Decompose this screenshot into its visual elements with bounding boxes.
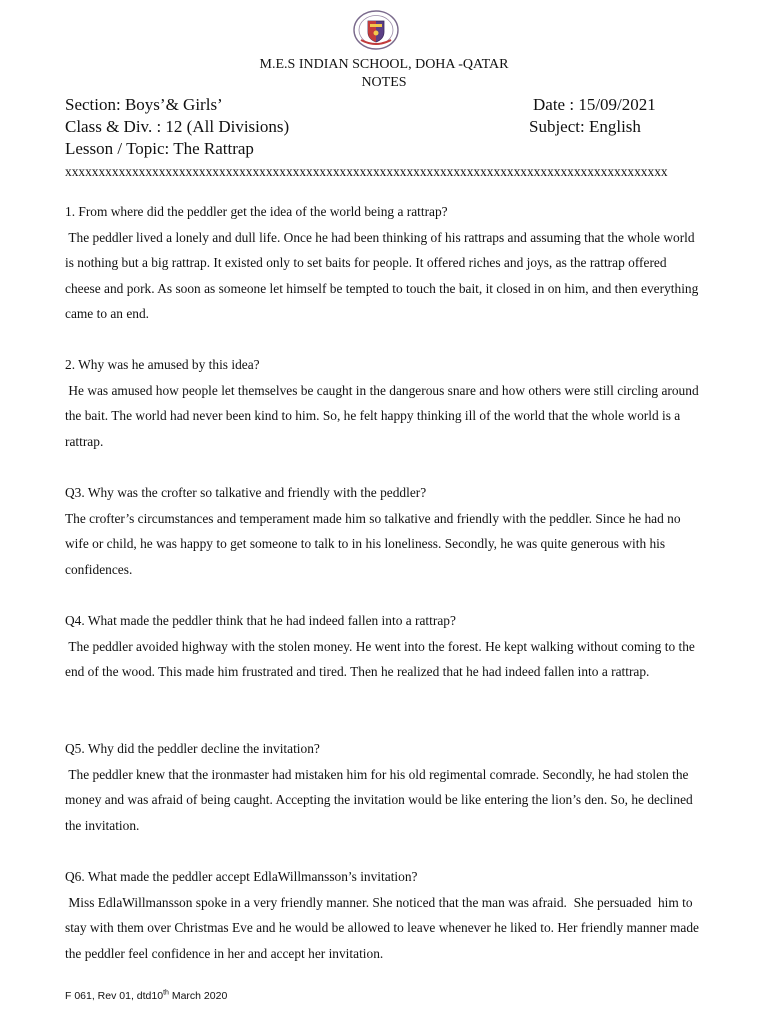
qa-block-6 bbox=[65, 864, 705, 966]
footer-suffix: March 2020 bbox=[168, 990, 228, 1002]
qa-block-1 bbox=[65, 199, 705, 327]
answer-text: The crofter’s circumstances and temperament made him so talkative and friendly with the peddler. Since he had no wife or child, he was happy to get someone to talk to in his loneliness. Secondly, he was quite generous with his confidences. bbox=[65, 510, 684, 577]
lesson-topic-label: Lesson / Topic: The Rattrap bbox=[65, 139, 254, 158]
school-name: M.E.S INDIAN SCHOOL, DOHA -QATAR bbox=[259, 57, 509, 72]
date-label: Date : 15/09/2021 bbox=[533, 95, 656, 114]
answer-text: Miss EdlaWillmansson spoke in a very friendly manner. She noticed that the man was afraid. She persuaded him to stay with them over Christmas Eve and he would be allowed to leave whenever he liked to. Her friendly manner made the peddler feel confidence in her and accept her invitation. bbox=[65, 894, 703, 961]
question-text: Q4. What made the peddler think that he had indeed fallen into a rattrap? bbox=[65, 613, 456, 628]
question-text: Q5. Why did the peddler decline the invitation? bbox=[65, 741, 320, 756]
answer-text: He was amused how people let themselves be caught in the dangerous snare and how others were still circling around the bait. The world had never been kind to him. So, he felt happy thinking ill of the world that the whole world is a rattrap. bbox=[65, 382, 703, 449]
document-type: NOTES bbox=[361, 75, 407, 90]
answer-text: The peddler lived a lonely and dull life. Once he had been thinking of his rattraps and assuming that the whole world is nothing but a big rattrap. It existed only to set baits for people. It offered riches and joys, as the rattrap offered cheese and pork. As soon as someone let himself be tempted to touch the bait, it closed in on him, and then everything came to an end. bbox=[65, 229, 702, 321]
form-reference-footer bbox=[65, 989, 227, 1003]
question-text: 2. Why was he amused by this idea? bbox=[65, 357, 260, 372]
section-label: Section: Boys’& Girls’ bbox=[65, 95, 223, 114]
question-text: Q3. Why was the crofter so talkative and friendly with the peddler? bbox=[65, 485, 427, 500]
qa-block-4 bbox=[65, 608, 705, 685]
question-text: 1. From where did the peddler get the idea of the world being a rattrap? bbox=[65, 204, 448, 219]
class-division-label: Class & Div. : 12 (All Divisions) bbox=[65, 117, 290, 136]
subject-label: Subject: English bbox=[529, 117, 641, 136]
school-crest-icon bbox=[353, 10, 399, 50]
qa-block-2 bbox=[65, 352, 705, 454]
answer-text: The peddler knew that the ironmaster had mistaken him for his old regimental comrade. Secondly, he had stolen the money and was afraid of being caught. Accepting the invitation would be like entering the lion’s den. So, he declined the invitation. bbox=[65, 766, 697, 833]
x-divider: xxxxxxxxxxxxxxxxxxxxxxxxxxxxxxxxxxxxxxxxxxxxxxxxxxxxxxxxxxxxxxxxxxxxxxxxxxxxxxxxxxxxxxxxxx bbox=[65, 164, 668, 179]
footer-prefix: F 061, Rev 01, dtd10 bbox=[65, 990, 164, 1002]
qa-block-3 bbox=[65, 480, 705, 582]
footer-superscript: th bbox=[163, 989, 169, 997]
answer-text: The peddler avoided highway with the stolen money. He went into the forest. He kept walking without coming to the end of the wood. This made him frustrated and tired. Then he realized that he had indeed fallen into a rattrap. bbox=[65, 638, 699, 679]
qa-block-5 bbox=[65, 736, 705, 838]
question-text: Q6. What made the peddler accept EdlaWillmansson’s invitation? bbox=[65, 869, 418, 884]
